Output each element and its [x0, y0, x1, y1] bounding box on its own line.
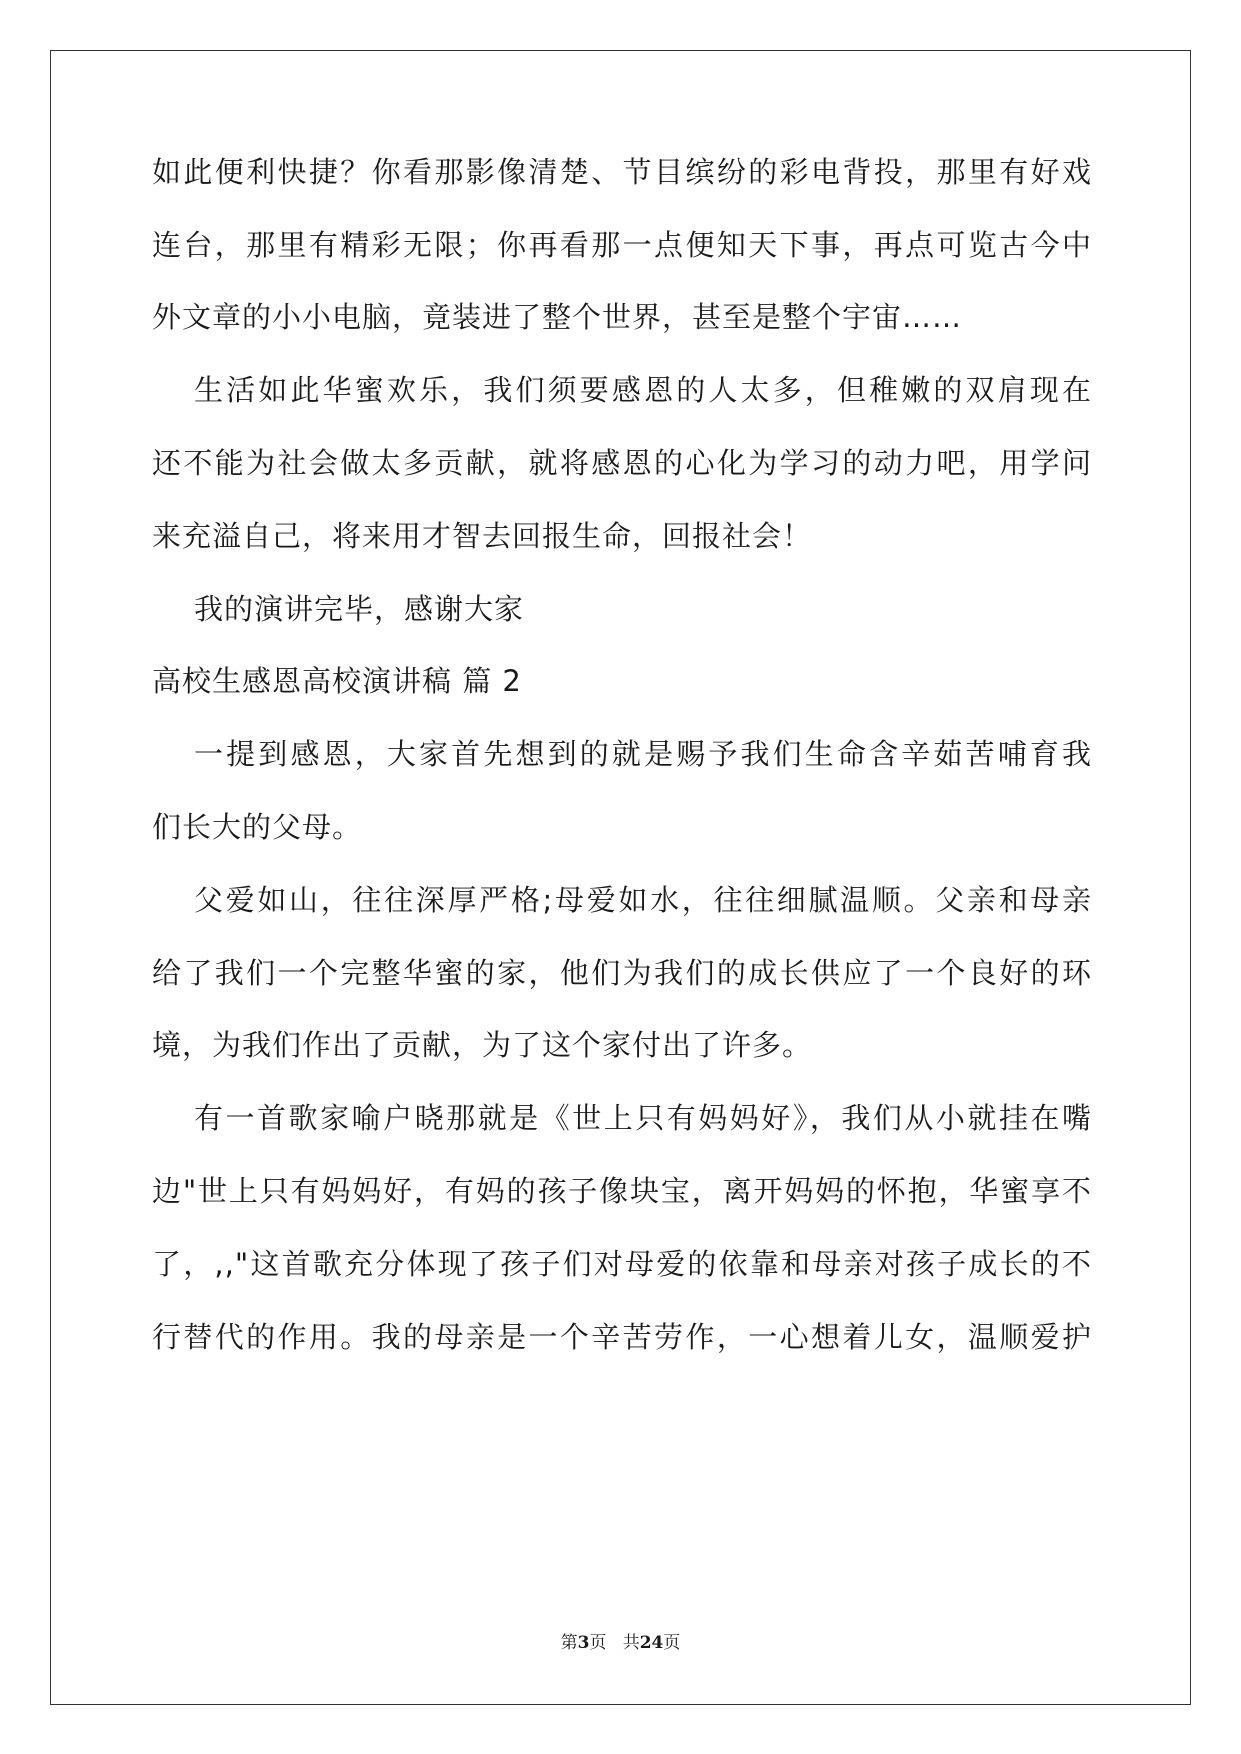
body-text-line: 生活如此华蜜欢乐，我们须要感恩的人太多，但稚嫩的双肩现在	[194, 373, 1092, 407]
body-text-line: 连台，那里有精彩无限；你再看那一点便知天下事，再点可览古今中	[152, 228, 1092, 262]
body-text-line: 给了我们一个完整华蜜的家，他们为我们的成长供应了一个良好的环	[152, 956, 1092, 990]
body-text-line: 了，,,"这首歌充分体现了孩子们对母爱的依靠和母亲对孩子成长的不	[152, 1247, 1092, 1281]
page-footer	[0, 1632, 1241, 1654]
body-text-line: 还不能为社会做太多贡献，就将感恩的心化为学习的动力吧，用学问	[152, 446, 1092, 480]
body-text-line: 们长大的父母。	[152, 810, 363, 844]
current-page-number: 3	[577, 1633, 590, 1653]
body-text-line: 有一首歌家喻户晓那就是《世上只有妈妈好》，我们从小就挂在嘴	[194, 1101, 1092, 1135]
body-text-line: 如此便利快捷？你看那影像清楚、节目缤纷的彩电背投，那里有好戏	[152, 155, 1092, 189]
body-text-line: 境，为我们作出了贡献，为了这个家付出了许多。	[152, 1028, 813, 1062]
footer-prefix: 第	[560, 1633, 578, 1653]
body-text-line: 我的演讲完毕，感谢大家	[194, 592, 525, 626]
footer-total-unit: 页	[663, 1633, 681, 1653]
total-pages-number: 24	[639, 1633, 664, 1653]
body-text-line: 来充溢自己，将来用才智去回报生命，回报社会！	[152, 519, 813, 553]
body-text-line: 外文章的小小电脑，竟装进了整个世界，甚至是整个宇宙……	[152, 300, 963, 334]
body-text-line: 行替代的作用。我的母亲是一个辛苦劳作，一心想着儿女，温顺爱护	[152, 1320, 1092, 1354]
footer-total-prefix: 共	[622, 1633, 640, 1653]
body-text-line: 边"世上只有妈妈好，有妈的孩子像块宝，离开妈妈的怀抱，华蜜享不	[152, 1174, 1092, 1208]
section-heading: 高校生感恩高校演讲稿 篇 2	[152, 664, 522, 698]
footer-page-unit: 页	[589, 1633, 607, 1653]
body-text-line: 一提到感恩，大家首先想到的就是赐予我们生命含辛茹苦哺育我	[194, 737, 1092, 771]
body-text-line: 父爱如山，往往深厚严格;母爱如水，往往细腻温顺。父亲和母亲	[194, 883, 1092, 917]
